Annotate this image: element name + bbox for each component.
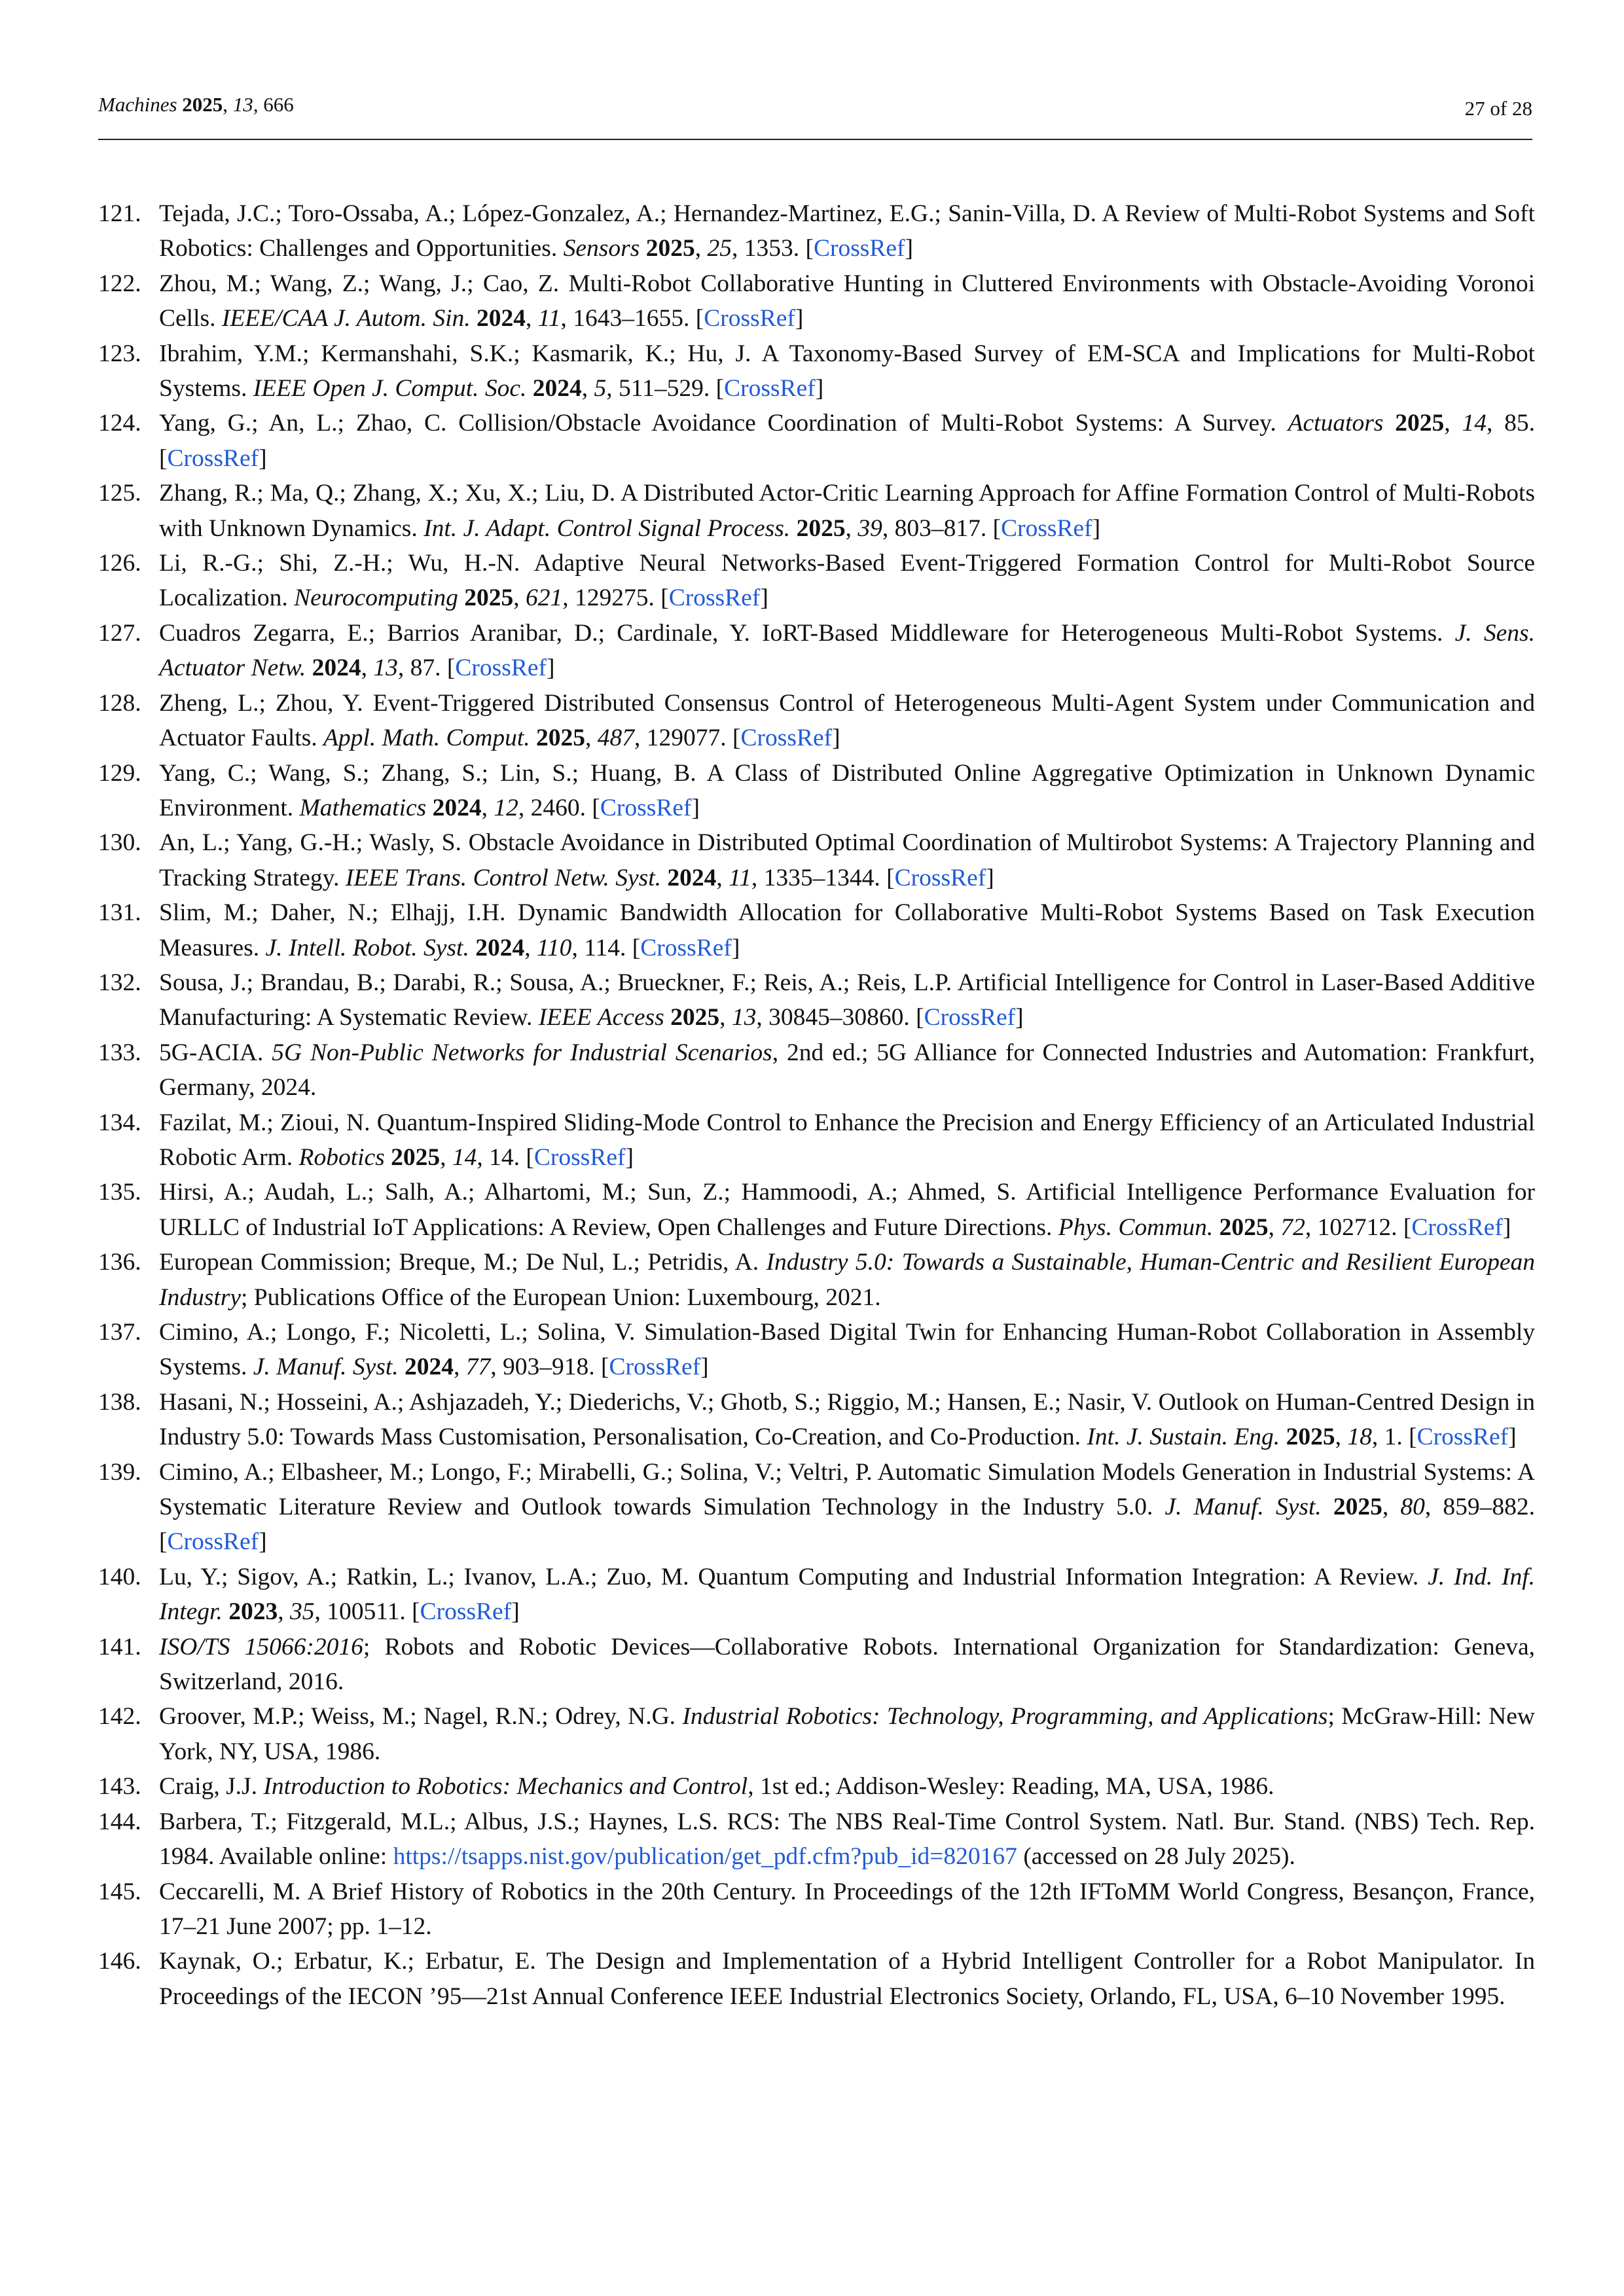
reference-text: Fazilat, M.; Zioui, N. Quantum-Inspired Sliding-Mode Control to Enhance the Precision and Energy Efficiency of an Articulated Industrial Robotic Arm.	[159, 1109, 1535, 1171]
reference-number: 127.	[98, 619, 141, 647]
crossref-link[interactable]: CrossRef	[420, 1598, 512, 1626]
reference-text: ,	[716, 864, 729, 891]
italic-text: 72	[1280, 1213, 1305, 1241]
reference-text: , 100511. [	[314, 1598, 420, 1626]
italic-text: 110	[536, 934, 572, 961]
reference-text: ]	[760, 584, 768, 612]
reference-text	[1383, 410, 1395, 437]
reference-text: , 859–882. [	[159, 1494, 1536, 1556]
reference-text: ,	[278, 1598, 290, 1626]
italic-text: ISO/TS 15066:2016	[159, 1633, 363, 1660]
reference-text: ]	[511, 1598, 520, 1626]
reference-list	[98, 196, 1535, 2014]
reference-text: ]	[832, 725, 840, 752]
reference-text: , 129275. [	[562, 584, 669, 612]
crossref-link[interactable]: CrossRef	[668, 584, 761, 612]
reference-number: 141.	[98, 1633, 141, 1660]
reference-item	[98, 1874, 1535, 1945]
year-bold: 2025	[1219, 1213, 1269, 1241]
reference-text: Yang, G.; An, L.; Zhao, C. Collision/Obstacle Avoidance Coordination of Multi-Robot Systems: A Survey.	[159, 410, 1288, 437]
reference-item	[98, 266, 1535, 336]
reference-item	[98, 336, 1535, 406]
italic-text: Phys. Commun.	[1058, 1213, 1214, 1241]
year-bold: 2025	[1286, 1424, 1335, 1451]
page-number: 27 of 28	[1464, 97, 1532, 120]
reference-text: ]	[905, 235, 914, 262]
reference-text: ]	[547, 655, 555, 682]
italic-text: 80	[1400, 1494, 1425, 1521]
italic-text: 5	[594, 375, 607, 403]
reference-item	[98, 1699, 1535, 1769]
reference-text	[385, 1144, 391, 1171]
reference-text: , 1353. [	[731, 235, 814, 262]
reference-text: , 114. [	[571, 934, 641, 961]
italic-text: 13	[731, 1004, 757, 1031]
reference-text: Cimino, A.; Longo, F.; Nicoletti, L.; Solina, V. Simulation-Based Digital Twin for Enhancing Human-Robot Collaboration in Assembly Systems.	[159, 1319, 1535, 1381]
reference-item	[98, 686, 1535, 756]
reference-text: European Commission; Breque, M.; De Nul, L.; Petridis, A.	[159, 1249, 767, 1276]
reference-number: 129.	[98, 759, 141, 787]
reference-item	[98, 1385, 1535, 1455]
italic-text: Introduction to Robotics: Mechanics and Control	[263, 1773, 748, 1801]
reference-text: Zhang, R.; Ma, Q.; Zhang, X.; Xu, X.; Liu, D. A Distributed Actor-Critic Learning Approach for Affine Formation Control of Multi-Robots with Unknown Dynamics.	[159, 480, 1535, 542]
reference-text: , 2460. [	[518, 794, 600, 821]
reference-text: ,	[454, 1354, 466, 1381]
italic-text: 12	[494, 794, 518, 821]
year-bold: 2025	[391, 1143, 441, 1171]
crossref-link[interactable]: CrossRef	[894, 864, 986, 891]
italic-text: IEEE Access	[538, 1004, 664, 1031]
reference-item	[98, 1630, 1535, 1700]
reference-text	[640, 235, 645, 262]
reference-text: An, L.; Yang, G.-H.; Wasly, S. Obstacle Avoidance in Distributed Optimal Coordination of Multirobot Systems: A Trajectory Planning and Tracking Strategy.	[159, 829, 1535, 891]
reference-text: Tejada, J.C.; Toro-Ossaba, A.; López-Gonzalez, A.; Hernandez-Martinez, E.G.; Sanin-Villa, D. A Review of Multi-Robot Systems and Soft Robotics: Challenges and Opportunities.	[159, 200, 1535, 262]
reference-item	[98, 196, 1535, 266]
reference-text: ]	[1015, 1004, 1024, 1031]
reference-item	[98, 1769, 1535, 1804]
reference-text: Ceccarelli, M. A Brief History of Robotics in the 20th Century. In Proceedings of the 12th IFToMM World Congress, Besançon, France, 17–21 June 2007; pp. 1–12.	[159, 1878, 1535, 1940]
reference-text	[664, 1004, 670, 1031]
reference-text: , 511–529. [	[606, 375, 725, 403]
reference-text: ,	[845, 514, 858, 542]
reference-number: 133.	[98, 1039, 141, 1066]
reference-text: ; Robots and Robotic Devices—Collaborative Robots. International Organization for Standardization: Geneva, Switzerland, 2016.	[159, 1633, 1535, 1696]
reference-number: 145.	[98, 1878, 141, 1905]
year-bold: 2025	[796, 514, 846, 542]
crossref-link[interactable]: CrossRef	[1411, 1213, 1503, 1241]
reference-number: 124.	[98, 410, 141, 437]
reference-text: ,	[440, 1143, 452, 1171]
reference-text: ]	[700, 1354, 709, 1381]
reference-item	[98, 1560, 1535, 1630]
year-bold: 2024	[432, 794, 482, 821]
reference-text: ]	[815, 375, 824, 403]
reference-number: 132.	[98, 969, 141, 996]
reference-number: 131.	[98, 899, 141, 927]
italic-text: IEEE/CAA J. Autom. Sin.	[221, 305, 471, 332]
reference-text	[306, 655, 312, 681]
italic-text: 25	[707, 235, 732, 262]
reference-number: 130.	[98, 829, 141, 857]
reference-item	[98, 1804, 1535, 1874]
reference-text: 5G-ACIA.	[159, 1039, 272, 1066]
reference-text: ]	[986, 864, 994, 891]
italic-text: 621	[525, 584, 563, 612]
reference-text: , 129077. [	[634, 725, 741, 752]
italic-text: J. Manuf. Syst.	[253, 1354, 399, 1381]
reference-number: 135.	[98, 1179, 141, 1206]
italic-text: 39	[857, 514, 882, 542]
reference-text: ]	[1092, 514, 1101, 542]
crossref-link[interactable]: CrossRef	[1416, 1424, 1509, 1451]
reference-item	[98, 1035, 1535, 1105]
reference-number: 139.	[98, 1458, 141, 1486]
reference-text	[661, 865, 667, 891]
italic-text: 35	[290, 1598, 315, 1626]
year-bold: 2024	[667, 864, 717, 891]
reference-number: 122.	[98, 270, 141, 297]
reference-text: Yang, C.; Wang, S.; Zhang, S.; Lin, S.; Huang, B. A Class of Distributed Online Aggregative Optimization in Unknown Dynamic Environment.	[159, 759, 1535, 821]
reference-text: , 1335–1344. [	[751, 864, 895, 891]
reference-text: Zhou, M.; Wang, Z.; Wang, J.; Cao, Z. Multi-Robot Collaborative Hunting in Cluttered Environments with Obstacle-Avoiding Voronoi Cells.	[159, 270, 1535, 332]
reference-text: ,	[524, 934, 537, 961]
reference-text	[1213, 1214, 1219, 1241]
reference-text: ]	[691, 794, 700, 821]
italic-text: IEEE Trans. Control Netw. Syst.	[345, 864, 662, 891]
reference-number: 146.	[98, 1948, 141, 1975]
italic-text: 11	[537, 305, 561, 332]
year-bold: 2024	[405, 1354, 454, 1381]
reference-number: 121.	[98, 200, 141, 227]
reference-text: , 2nd ed.; 5G Alliance for Connected Industries and Automation: Frankfurt, Germany, 2024.	[159, 1039, 1535, 1102]
reference-text: Groover, M.P.; Weiss, M.; Nagel, R.N.; Odrey, N.G.	[159, 1703, 683, 1731]
reference-number: 137.	[98, 1319, 141, 1346]
reference-number: 144.	[98, 1808, 141, 1835]
year-bold: 2025	[1395, 410, 1445, 437]
reference-number: 142.	[98, 1703, 141, 1731]
reference-text: ,	[1382, 1494, 1401, 1521]
year-bold: 2024	[312, 655, 361, 682]
reference-text: , 803–817. [	[882, 514, 1001, 542]
reference-item	[98, 1944, 1535, 2014]
year-bold: 2024	[475, 934, 525, 961]
crossref-link[interactable]: CrossRef	[740, 725, 833, 752]
reference-number: 123.	[98, 340, 141, 367]
crossref-link[interactable]: CrossRef	[1001, 514, 1092, 542]
reference-text: ]	[625, 1143, 634, 1171]
reference-number: 128.	[98, 689, 141, 717]
italic-text: 5G Non-Public Networks for Industrial Scenarios	[272, 1039, 772, 1066]
italic-text: Actuators	[1288, 410, 1384, 437]
reference-item	[98, 1245, 1535, 1315]
reference-text: Hasani, N.; Hosseini, A.; Ashjazadeh, Y.; Diederichs, V.; Ghotb, S.; Riggio, M.; Hansen, E.; Nasir, V. Outlook on Human-Centred Design in Industry 5.0: Towards Mass Customisation, Personalisation, Co-Creation, and Co-Production.	[159, 1388, 1535, 1451]
reference-number: 143.	[98, 1773, 141, 1801]
italic-text: 11	[729, 864, 751, 891]
reference-text: , 1643–1655. [	[560, 305, 704, 332]
year-bold: 2025	[1333, 1494, 1382, 1521]
crossref-link[interactable]: CrossRef	[724, 375, 816, 403]
reference-item	[98, 1175, 1535, 1245]
reference-text	[530, 725, 536, 751]
reference-text: ]	[1502, 1213, 1511, 1241]
year-bold: 2024	[477, 305, 526, 332]
reference-text: ,	[481, 794, 494, 821]
reference-text	[1280, 1424, 1286, 1450]
reference-text: ; Publications Office of the European Union: Luxembourg, 2021.	[241, 1283, 881, 1311]
reference-text: ]	[259, 444, 267, 472]
reference-text: ]	[259, 1528, 267, 1556]
crossref-link[interactable]: CrossRef	[704, 305, 795, 332]
reference-text	[469, 935, 475, 961]
journal-citation: Machines 2025, 13, 666	[98, 93, 294, 116]
italic-text: 14	[1462, 410, 1487, 437]
reference-text: , 87. [	[397, 655, 456, 682]
reference-text	[458, 584, 464, 611]
reference-text: Slim, M.; Daher, N.; Elhajj, I.H. Dynamic Bandwidth Allocation for Collaborative Multi-Robot Systems Based on Task Execution Measures.	[159, 899, 1535, 961]
reference-number: 134.	[98, 1109, 141, 1136]
reference-text: , 102712. [	[1305, 1213, 1412, 1241]
reference-text	[471, 305, 477, 332]
reference-item	[98, 1455, 1535, 1560]
reference-text: ,	[513, 584, 526, 612]
reference-text: , 1. [	[1371, 1424, 1417, 1451]
reference-number: 136.	[98, 1249, 141, 1276]
reference-text	[790, 515, 796, 542]
reference-text	[426, 795, 432, 821]
article-number: 666	[263, 93, 294, 116]
year-bold: 2025	[670, 1004, 720, 1031]
crossref-link[interactable]: CrossRef	[455, 655, 547, 682]
reference-text: Barbera, T.; Fitzgerald, M.L.; Albus, J.S.; Haynes, L.S. RCS: The NBS Real-Time Control System. Natl. Bur. Stand. (NBS) Tech. Rep. 1984. Available online:	[159, 1808, 1535, 1871]
reference-item	[98, 1315, 1535, 1385]
italic-text: Int. J. Sustain. Eng.	[1087, 1424, 1280, 1451]
reference-text: ,	[585, 725, 598, 752]
reference-text: ,	[1268, 1213, 1281, 1241]
reference-text: Ibrahim, Y.M.; Kermanshahi, S.K.; Kasmarik, K.; Hu, J. A Taxonomy-Based Survey of EM-SCA and Implications for Multi-Robot Systems.	[159, 340, 1535, 403]
reference-text: ]	[1508, 1424, 1517, 1451]
reference-text: , 1st ed.; Addison-Wesley: Reading, MA, USA, 1986.	[748, 1773, 1274, 1801]
italic-text: 18	[1347, 1424, 1372, 1451]
reference-text: , 14. [	[477, 1143, 534, 1171]
reference-item	[98, 895, 1535, 965]
reference-text: ,	[526, 305, 538, 332]
reference-text: , 903–918. [	[490, 1354, 609, 1381]
reference-number: 140.	[98, 1563, 141, 1590]
reference-text: , 85. [	[159, 410, 1536, 472]
reference-item	[98, 476, 1535, 546]
reference-text: ; McGraw-Hill: New York, NY, USA, 1986.	[159, 1703, 1535, 1765]
italic-text: Mathematics	[299, 794, 427, 821]
crossref-link[interactable]: CrossRef	[533, 1143, 626, 1171]
italic-text: Appl. Math. Comput.	[323, 725, 530, 752]
year-bold: 2023	[228, 1598, 278, 1626]
italic-text: J. Sens. Actuator Netw.	[159, 619, 1536, 682]
reference-text	[526, 375, 532, 402]
reference-text: ,	[1444, 410, 1462, 437]
italic-text: 77	[465, 1354, 491, 1381]
reference-text: Cimino, A.; Elbasheer, M.; Longo, F.; Mirabelli, G.; Solina, V.; Veltri, P. Automatic Simulation Models Generation in Industrial Systems: A Systematic Literature Review and Outlook towards Simulation Technology in the Industry 5.0.	[159, 1458, 1535, 1521]
crossref-link[interactable]: CrossRef	[600, 794, 692, 821]
italic-text: Industry 5.0: Towards a Sustainable, Human-Centric and Resilient European Industry	[159, 1249, 1535, 1311]
reference-text: Kaynak, O.; Erbatur, K.; Erbatur, E. The Design and Implementation of a Hybrid Intelligent Controller for a Robot Manipulator. In Proceedings of the IECON ’95—21st Annual Conference IEEE Industrial Electronics Society, Orlando, FL, USA, 6–10 November 1995.	[159, 1948, 1535, 2010]
italic-text: Neurocomputing	[294, 584, 458, 612]
reference-number: 138.	[98, 1388, 141, 1416]
reference-text: ,	[361, 655, 374, 682]
italic-text: 487	[597, 725, 635, 752]
journal-volume: 13	[232, 93, 253, 116]
year-bold: 2025	[645, 235, 695, 262]
italic-text: J. Intell. Robot. Syst.	[265, 934, 469, 961]
italic-text: Sensors	[563, 235, 640, 262]
reference-item	[98, 406, 1535, 476]
reference-text: ]	[795, 305, 804, 332]
reference-item	[98, 616, 1535, 686]
journal-year: 2025	[182, 93, 223, 116]
reference-text: Cuadros Zegarra, E.; Barrios Aranibar, D.; Cardinale, Y. IoRT-Based Middleware for Heterogeneous Multi-Robot Systems.	[159, 619, 1455, 647]
reference-item	[98, 965, 1535, 1035]
url-link[interactable]: https://tsapps.nist.gov/publication/get_pdf.cfm?pub_id=820167	[393, 1843, 1017, 1871]
reference-item	[98, 1105, 1535, 1175]
reference-item	[98, 756, 1535, 826]
reference-text	[223, 1598, 228, 1625]
italic-text: J. Manuf. Syst.	[1164, 1494, 1322, 1521]
crossref-link[interactable]: CrossRef	[167, 444, 259, 472]
italic-text: 13	[373, 655, 398, 682]
crossref-link[interactable]: CrossRef	[813, 235, 905, 262]
reference-text: Lu, Y.; Sigov, A.; Ratkin, L.; Ivanov, L.A.; Zuo, M. Quantum Computing and Industrial Information Integration: A Review.	[159, 1563, 1428, 1590]
italic-text: J. Ind. Inf. Integr.	[159, 1563, 1535, 1626]
crossref-link[interactable]: CrossRef	[167, 1528, 259, 1556]
reference-item	[98, 546, 1535, 616]
reference-text: ,	[695, 235, 708, 262]
reference-text	[399, 1354, 405, 1380]
reference-text	[1322, 1494, 1333, 1520]
crossref-link[interactable]: CrossRef	[609, 1354, 701, 1381]
italic-text: IEEE Open J. Comput. Soc.	[253, 375, 527, 403]
reference-text: Li, R.-G.; Shi, Z.-H.; Wu, H.-N. Adaptive Neural Networks-Based Event-Triggered Formation Control for Multi-Robot Source Localization.	[159, 550, 1535, 612]
italic-text: Industrial Robotics: Technology, Programming, and Applications	[682, 1703, 1328, 1731]
reference-number: 126.	[98, 550, 141, 577]
italic-text: Int. J. Adapt. Control Signal Process.	[424, 514, 791, 542]
page-header	[98, 92, 1532, 140]
reference-text: (accessed on 28 July 2025).	[1017, 1843, 1295, 1871]
italic-text: Robotics	[298, 1143, 385, 1171]
crossref-link[interactable]: CrossRef	[640, 934, 732, 961]
reference-text: Hirsi, A.; Audah, L.; Salh, A.; Alhartomi, M.; Sun, Z.; Hammoodi, A.; Ahmed, S. Artificial Intelligence Performance Evaluation for URLLC of Industrial IoT Applications: A Review, Open Challenges and Future Directions.	[159, 1179, 1535, 1241]
reference-text: ,	[581, 375, 594, 403]
year-bold: 2024	[532, 375, 582, 403]
reference-text: Craig, J.J.	[159, 1773, 264, 1801]
reference-text: ]	[731, 934, 740, 961]
year-bold: 2025	[464, 584, 514, 612]
year-bold: 2025	[536, 725, 586, 752]
reference-item	[98, 825, 1535, 895]
italic-text: 14	[452, 1143, 477, 1171]
journal-name: Machines	[98, 93, 177, 116]
reference-text: ,	[1335, 1424, 1348, 1451]
reference-text: , 30845–30860. [	[756, 1004, 924, 1031]
crossref-link[interactable]: CrossRef	[924, 1004, 1016, 1031]
reference-text: Sousa, J.; Brandau, B.; Darabi, R.; Sousa, A.; Brueckner, F.; Reis, A.; Reis, L.P. Artificial Intelligence for Control in Laser-Based Additive Manufacturing: A Systematic Review.	[159, 969, 1535, 1031]
reference-text: ,	[719, 1004, 732, 1031]
reference-text: Zheng, L.; Zhou, Y. Event-Triggered Distributed Consensus Control of Heterogeneous Multi-Agent System under Communication and Actuator Faults.	[159, 689, 1535, 752]
reference-number: 125.	[98, 480, 141, 507]
